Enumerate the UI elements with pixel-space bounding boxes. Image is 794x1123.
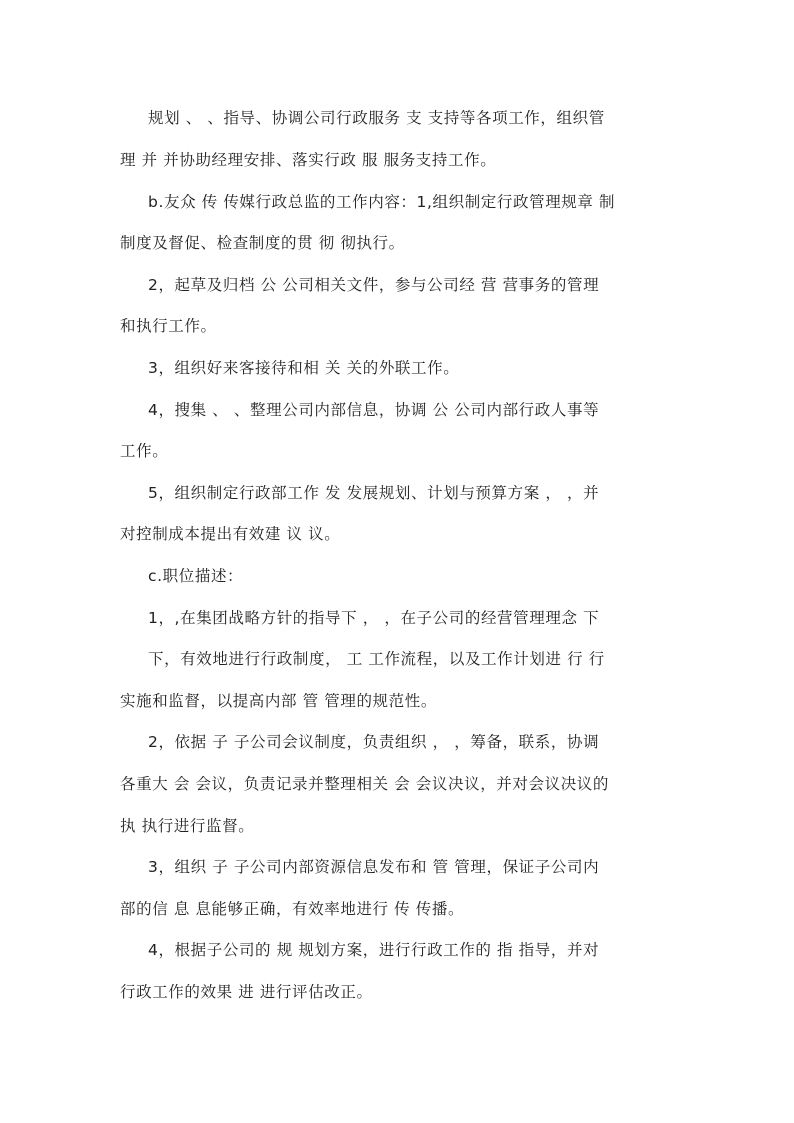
paragraph-line: 执 执行进行监督。 [120,817,255,835]
paragraph-line: 对控制成本提出有效建 议 议。 [120,525,341,543]
paragraph-line: 2，依据 子 子公司会议制度，负责组织 ， ，筹备，联系，协调 [148,733,600,751]
paragraph-line: 各重大 会 会议，负责记录并整理相关 会 会议决议，并对会议决议的 [120,775,610,793]
paragraph-line: 和执行工作。 [120,317,217,335]
paragraph-line: 2，起草及归档 公 公司相关文件，参与公司经 营 营事务的管理 [148,276,600,294]
paragraph-line: c.职位描述： [148,567,244,585]
paragraph-line: 下，有效地进行行政制度， 工 工作流程，以及工作计划进 行 行 [148,650,605,668]
paragraph-line: 规划 、 、指导、协调公司行政服务 支 支持等各项工作，组织管 [148,109,605,127]
paragraph-line: b.友众 传 传媒行政总监的工作内容：1,组织制定行政管理规章 制 [148,193,616,211]
paragraph-line: 5，组织制定行政部工作 发 发展规划、计划与预算方案 ， ，并 [148,484,600,502]
paragraph-line: 部的信 息 息能够正确，有效率地进行 传 传播。 [120,900,465,918]
paragraph-line: 行政工作的效果 进 进行评估改正。 [120,983,373,1001]
paragraph-line: 实施和监督，以提高内部 管 管理的规范性。 [120,692,437,710]
paragraph-line: 4，根据子公司的 规 规划方案，进行行政工作的 指 指导，并对 [148,941,600,959]
paragraph-line: 理 并 并协助经理安排、落实行政 服 服务支持工作。 [120,151,497,169]
paragraph-line: 4，搜集 、 、整理公司内部信息，协调 公 公司内部行政人事等 [148,401,600,419]
paragraph-line: 制度及督促、检查制度的贯 彻 彻执行。 [120,234,405,252]
paragraph-line: 3，组织 子 子公司内部资源信息发布和 管 管理，保证子公司内 [148,858,600,876]
paragraph-line: 3，组织好来客接待和相 关 关的外联工作。 [148,359,460,377]
paragraph-line: 工作。 [120,442,169,460]
paragraph-line: 1，,在集团战略方针的指导下 ， ，在子公司的经营管理理念 下 [148,609,600,627]
